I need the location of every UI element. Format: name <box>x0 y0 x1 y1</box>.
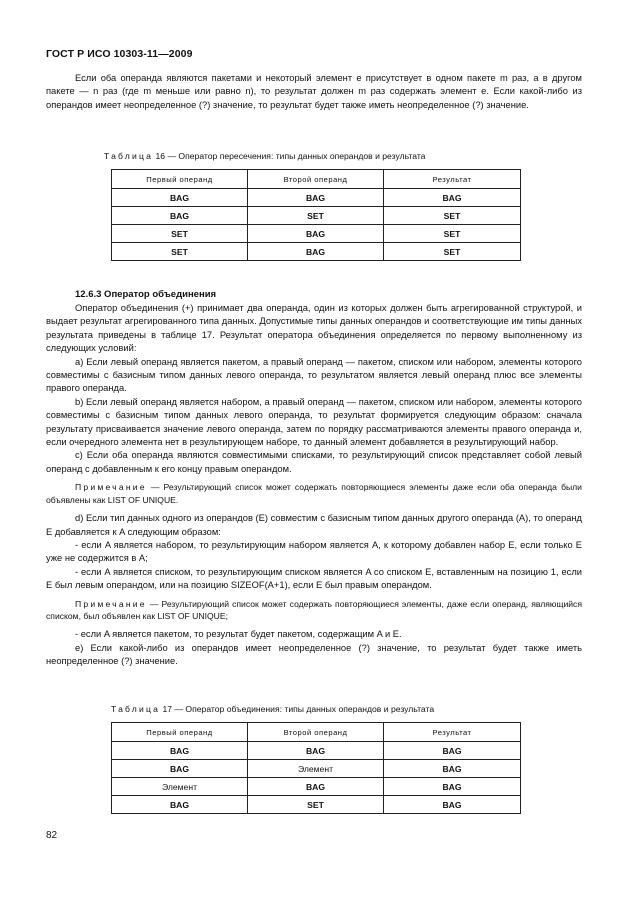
item-e-paragraph: е) Если какой-либо из операндов имеет неопределенное (?) значение, то результат будет также иметь неопределенное (?) значение. <box>46 642 582 667</box>
table-cell: BAG <box>248 742 384 760</box>
table-17 <box>111 722 521 814</box>
item-c-paragraph: с) Если оба операнда являются совместимыми списками, то результирующий список представляет собой левый операнд с добавленным к его концу правым операндом. <box>46 450 582 474</box>
table-cell: BAG <box>384 189 521 207</box>
table-row <box>112 243 521 261</box>
column-header: Второй операнд <box>248 723 384 742</box>
table-cell: BAG <box>112 189 248 207</box>
table-header-row <box>112 170 521 189</box>
column-header: Первый операнд <box>112 170 248 189</box>
table-cell: BAG <box>248 243 384 261</box>
note-2 <box>46 598 582 623</box>
table16-caption-text: 16 — Оператор пересечения: типы данных операндов и результата <box>155 151 426 161</box>
column-header: Результат <box>384 170 521 189</box>
table-cell: Элемент <box>112 778 248 796</box>
table-cell: BAG <box>112 760 248 778</box>
table-row <box>112 225 521 243</box>
table16-caption-prefix: Таблица <box>104 151 154 161</box>
table-cell: BAG <box>248 189 384 207</box>
table-cell: BAG <box>112 742 248 760</box>
item-b-paragraph: b) Если левый операнд является набором, а правый операнд — пакетом, списком или набором, элементы которого совместимы с базисным типом данных левого операнда, то результат формируется следующим образом: сначала результату присваивается значение левого операнда, затем по порядку рассматриваются элементы правого операнда и, если очередного элемента нет в результирующем наборе, то данный элемент добавляется в результирующий набор. <box>46 396 582 448</box>
table-cell: SET <box>384 243 521 261</box>
table-cell: BAG <box>384 778 521 796</box>
note-1-text: — Результирующий список может содержать повторяющиеся элементы даже если оба операнда были объявлены как LIST OF UNIQUE. <box>46 482 582 505</box>
note-1-prefix: Примечание <box>75 482 147 493</box>
item-d3-paragraph: - если A является пакетом, то результат будет пакетом, содержащим A и E. <box>75 629 402 640</box>
table17-caption-text: 17 — Оператор объединения: типы данных операндов и результата <box>162 704 435 714</box>
table17-caption-prefix: Таблица <box>111 704 161 714</box>
item-d1-paragraph: - если A является набором, то результирующим набором является A, к которому добавлен набор E, если только E уже не содержится в A; <box>46 539 582 564</box>
note-2-prefix: Примечание <box>75 598 147 609</box>
item-a-paragraph: а) Если левый операнд является пакетом, а правый операнд — пакетом, списком или набором, элементы которого совместимы с базисным типом данных левого операнда, то результатом является левый операнд плюс все элементы правого операнда. <box>46 356 582 394</box>
page-number: 82 <box>46 830 58 841</box>
table-cell: BAG <box>112 207 248 225</box>
table-row <box>112 742 521 760</box>
table-cell: BAG <box>248 225 384 243</box>
table-cell: SET <box>248 207 384 225</box>
table-row <box>112 189 521 207</box>
section-title: 12.6.3 Оператор объединения <box>75 289 217 300</box>
table-cell: BAG <box>384 760 521 778</box>
note-1 <box>46 481 582 506</box>
table-cell: BAG <box>384 796 521 814</box>
table-row <box>112 207 521 225</box>
table-cell: SET <box>112 243 248 261</box>
table-cell: SET <box>248 796 384 814</box>
table16-caption <box>104 151 425 161</box>
table-cell: BAG <box>112 796 248 814</box>
section-intro-paragraph: Оператор объединения (+) принимает два операнда, один из которых должен быть агрегированной структурой, и выдает результат агрегированного типа данных. Допустимые типы данных операндов и соответствующие им типы данных результата приведены в таблице 17. Результат оператора объединения определяется по первому выполненному из следующих условий: <box>46 303 582 354</box>
column-header: Результат <box>384 723 521 742</box>
note-2-text: — Результирующий список может содержать повторяющиеся элементы, даже если операнд, являющийся списком, был объявлен как LIST OF UNIQUE; <box>46 598 582 621</box>
table-cell: SET <box>112 225 248 243</box>
table-cell: BAG <box>384 742 521 760</box>
column-header: Первый операнд <box>112 723 248 742</box>
table-cell: BAG <box>248 778 384 796</box>
table-row <box>112 796 521 814</box>
intro-paragraph: Если оба операнда являются пакетами и некоторый элемент e присутствует в одном пакете m раз, а в другом пакете — n раз (где m меньше или равно n), то результат должен m раз содержать элемент e. Если какой-либо из операндов имеет неопределенное (?) значение, то результат будет также иметь неопределенное (?) значение. <box>46 73 582 110</box>
item-d2-paragraph: - если A является списком, то результирующим списком является A со списком E, вставленным на позицию 1, если E был левым операндом, или на позицию SIZEOF(A+1), если E был правым операндом. <box>46 566 582 591</box>
table-16 <box>111 169 521 261</box>
table-header-row <box>112 723 521 742</box>
item-d-paragraph: d) Если тип данных одного из операндов (E) совместим с базисным типом данных другого операнда (A), то операнд E добавляется к A следующим образом: <box>46 513 582 537</box>
section-body <box>46 302 582 669</box>
table-row <box>112 760 521 778</box>
column-header: Второй операнд <box>248 170 384 189</box>
intro-block <box>46 72 582 112</box>
table-cell: Элемент <box>248 760 384 778</box>
document-header: ГОСТ Р ИСО 10303-11—2009 <box>46 48 193 60</box>
table17-caption <box>111 704 434 714</box>
table-cell: SET <box>384 225 521 243</box>
table-row <box>112 778 521 796</box>
table-cell: SET <box>384 207 521 225</box>
